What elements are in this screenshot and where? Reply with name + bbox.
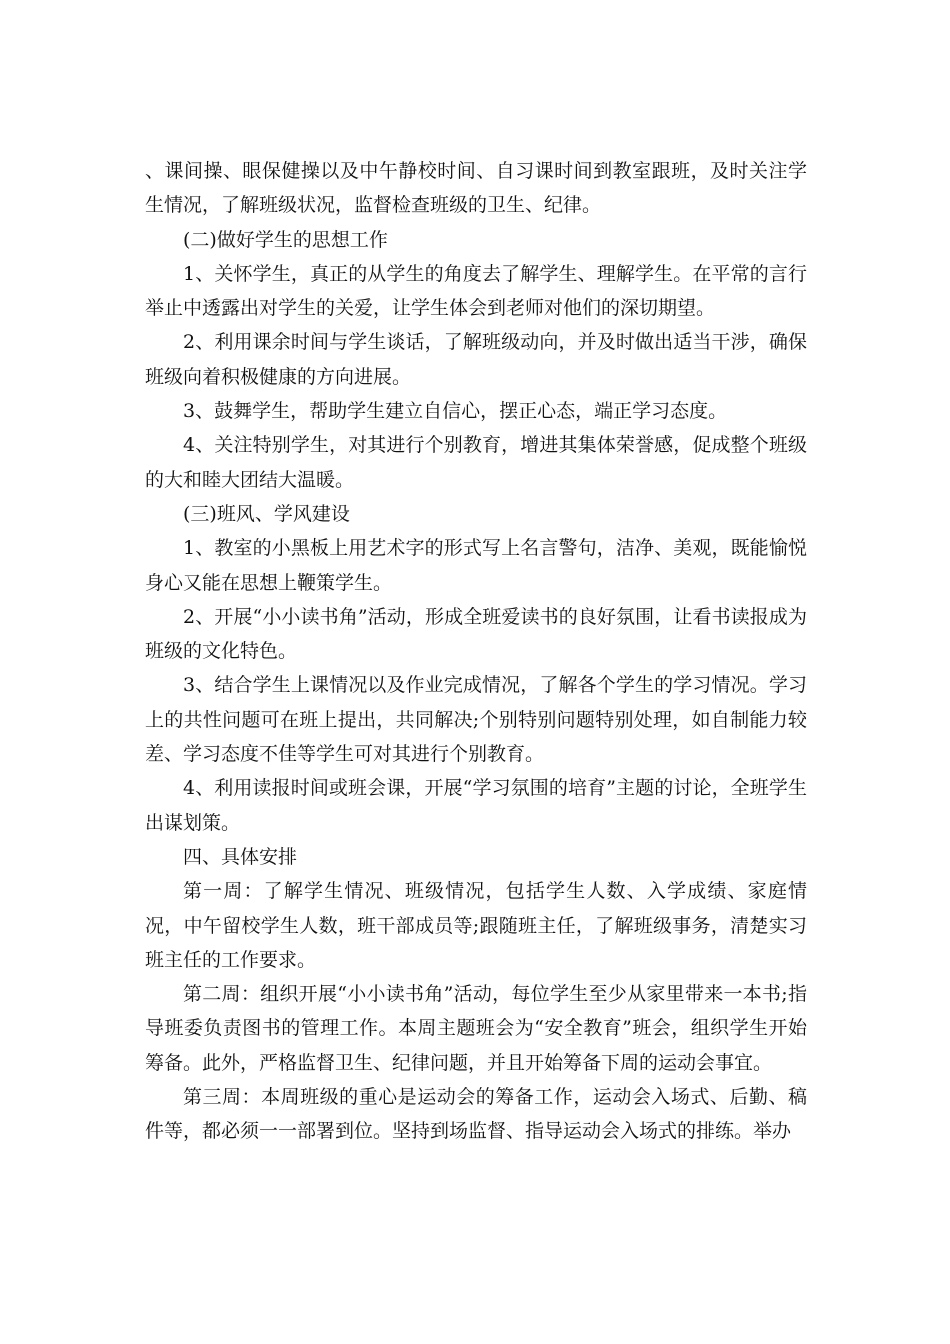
paragraph-item: 2、利用课余时间与学生谈话，了解班级动向，并及时做出适当干涉，确保班级向着积极健康的方向进展。 — [145, 331, 807, 388]
paragraph-item: 4、利用读报时间或班会课，开展“学习氛围的培育”主题的讨论，全班学生出谋划策。 — [145, 777, 807, 834]
paragraph-item: 1、教室的小黑板上用艺术字的形式写上名言警句，洁净、美观，既能愉悦身心又能在思想上鞭策学生。 — [145, 537, 807, 594]
paragraph-continuation: 、课间操、眼保健操以及中午静校时间、自习课时间到教室跟班，及时关注学生情况，了解班级状况，监督检查班级的卫生、纪律。 — [145, 160, 807, 217]
section-heading-schedule: 四、具体安排 — [183, 845, 298, 868]
paragraph-item: 2、开展“小小读书角”活动，形成全班爱读书的良好氛围，让看书读报成为班级的文化特色。 — [145, 605, 807, 663]
paragraph-item: 4、关注特别学生，对其进行个别教育，增进其集体荣誉感，促成整个班级的大和睦大团结大温暖。 — [145, 434, 807, 491]
paragraph-week: 第一周：了解学生情况、班级情况，包括学生人数、入学成绩、家庭情况，中午留校学生人数，班干部成员等;跟随班主任，了解班级事务，清楚实习班主任的工作要求。 — [145, 880, 807, 971]
paragraph-week: 第二周：组织开展“小小读书角”活动，每位学生至少从家里带来一本书;指导班委负责图书的管理工作。本周主题班会为“安全教育”班会，组织学生开始筹备。此外，严格监督卫生、纪律问题，并且开始筹备下周的运动会事宜。 — [145, 983, 807, 1074]
paragraph-item: 1、关怀学生，真正的从学生的角度去了解学生、理解学生。在平常的言行举止中透露出对学生的关爱，让学生体会到老师对他们的深切期望。 — [145, 262, 807, 320]
section-heading-thought-work: (二)做好学生的思想工作 — [183, 228, 388, 251]
paragraph-item: 3、鼓舞学生，帮助学生建立自信心，摆正心态，端正学习态度。 — [183, 400, 728, 423]
paragraph-item: 3、结合学生上课情况以及作业完成情况，了解各个学生的学习情况。学习上的共性问题可在班上提出，共同解决;个别特别问题特别处理，如自制能力较差、学习态度不佳等学生可对其进行个别教育。 — [145, 674, 807, 766]
document-body — [145, 154, 807, 1149]
paragraph-week: 第三周：本周班级的重心是运动会的筹备工作，运动会入场式、后勤、稿件等，都必须一一部署到位。坚持到场监督、指导运动会入场式的排练。举办 — [145, 1086, 807, 1143]
section-heading-class-style: (三)班风、学风建设 — [183, 502, 350, 525]
